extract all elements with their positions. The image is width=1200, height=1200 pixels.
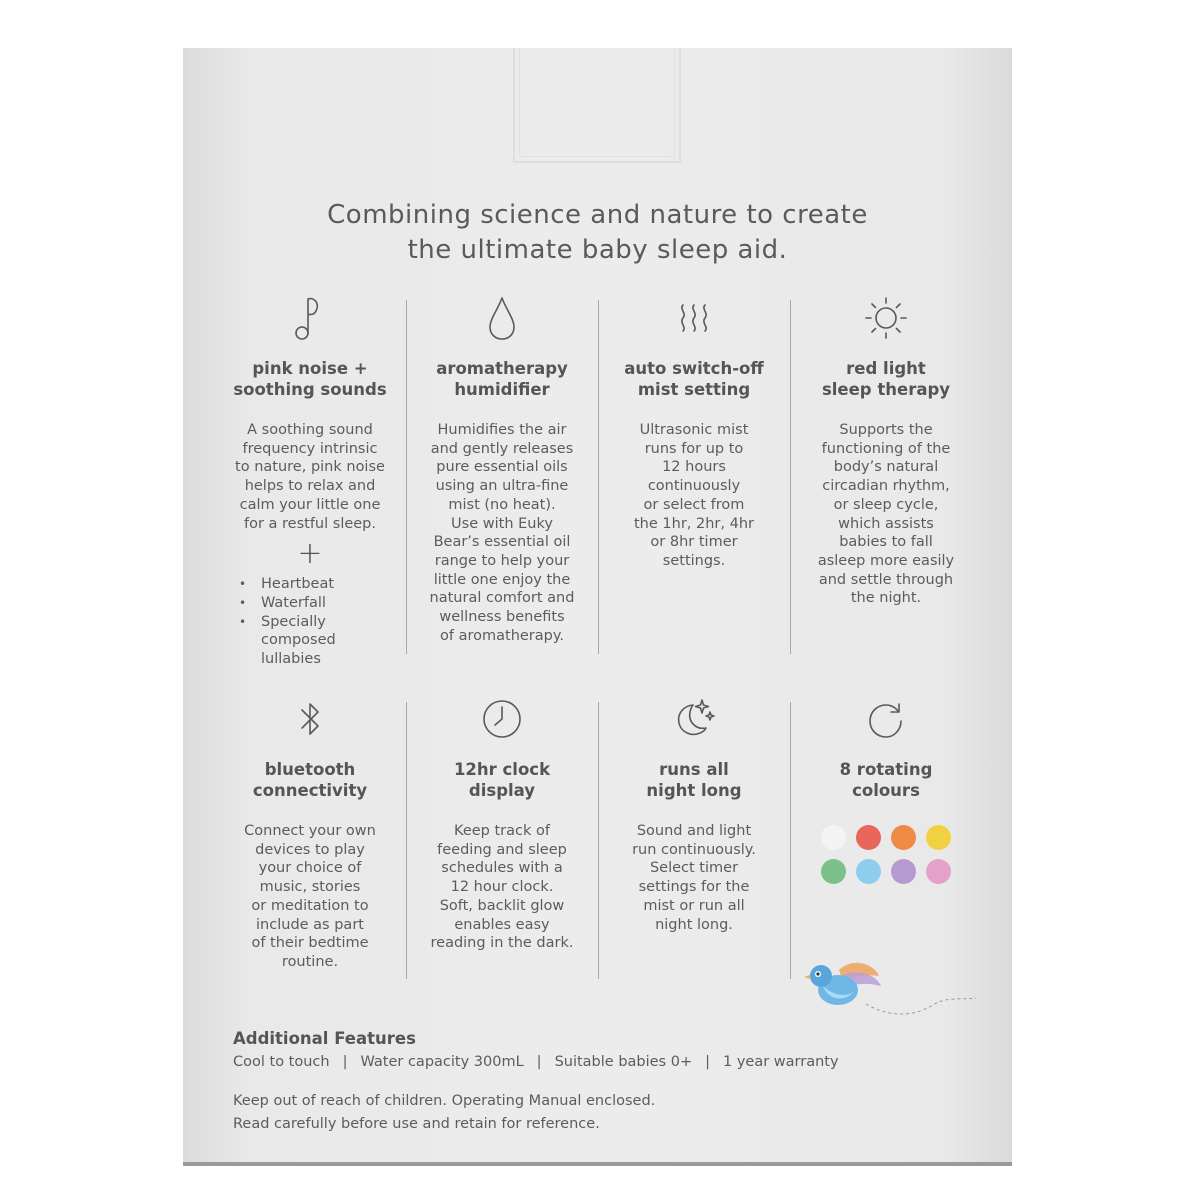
steam-waves-icon (599, 292, 789, 344)
feature-description: Connect your own devices to play your choice of music, stories or meditation to include as part of their bedtime routine. (244, 823, 376, 970)
feature-title: red light sleep therapy (821, 359, 951, 399)
sun-icon (791, 292, 981, 344)
feature-night-long (599, 693, 789, 934)
sound-list (239, 575, 405, 669)
clock-icon (407, 693, 597, 745)
feature-title: 12hr clock display (453, 760, 551, 800)
music-note-icon (215, 292, 405, 344)
colour-swatch (891, 859, 916, 884)
feature-clock (407, 693, 597, 953)
list-item: • Heartbeat (239, 575, 405, 594)
rotate-icon (791, 693, 981, 745)
feature-description: Humidifies the air and gently releases pure essential oils using an ultra-fine mist (no heat). Use with Euky Bear’s essential oil range to help your little one enjoy the natural comfort and wellness benefits of aromatherapy. (429, 422, 575, 644)
warning-text: Keep out of reach of children. Operating Manual enclosed. Read carefully before use and retain for reference. (233, 1093, 656, 1132)
feature-title: pink noise + soothing sounds (233, 359, 387, 399)
feature-description: A soothing sound frequency intrinsic to nature, pink noise helps to relax and calm your little one for a restful sleep. (235, 422, 385, 532)
moon-stars-icon (599, 693, 789, 745)
feature-rotating-colours (791, 693, 981, 884)
feature-pink-noise (215, 292, 405, 669)
additional-features-list: Cool to touch | Water capacity 300mL | Suitable babies 0+ | 1 year warranty (233, 1054, 839, 1070)
feature-description: Supports the functioning of the body’s natural circadian rhythm, or sleep cycle, which assists babies to fall asleep more easily and settle through the night. (817, 422, 955, 607)
feature-red-light (791, 292, 981, 608)
colour-swatch (926, 825, 951, 850)
feature-title: bluetooth connectivity (252, 760, 368, 800)
additional-features-title: Additional Features (233, 1029, 416, 1048)
additional-features (233, 1028, 839, 1072)
feature-title: runs all night long (646, 760, 742, 800)
box-window-cutout (513, 48, 681, 163)
colour-swatch (891, 825, 916, 850)
feature-title: auto switch-off mist setting (624, 359, 764, 399)
feature-title: aromatherapy humidifier (436, 359, 568, 399)
product-box-back (183, 48, 1012, 1166)
bird-illustration (801, 956, 981, 1030)
feature-description: Keep track of feeding and sleep schedules with a 12 hour clock. Soft, backlit glow enables easy reading in the dark. (430, 823, 574, 952)
list-item: • Specially composed lullabies (239, 613, 405, 669)
droplet-icon (407, 292, 597, 344)
colour-swatch (926, 859, 951, 884)
feature-aromatherapy (407, 292, 597, 645)
colour-swatch (856, 825, 881, 850)
colour-swatch (821, 859, 846, 884)
headline: Combining science and nature to create the ultimate baby sleep aid. (327, 200, 868, 265)
feature-auto-switch-off (599, 292, 789, 571)
plus-icon: + (297, 536, 323, 572)
feature-description: Ultrasonic mist runs for up to 12 hours continuously or select from the 1hr, 2hr, 4hr or 8hr timer settings. (634, 422, 754, 569)
colour-swatch (856, 859, 881, 884)
bluetooth-icon (215, 693, 405, 745)
colour-swatch (821, 825, 846, 850)
colour-swatches (791, 825, 981, 884)
feature-bluetooth (215, 693, 405, 972)
feature-description: Sound and light run continuously. Select timer settings for the mist or run all night long. (632, 823, 756, 933)
feature-title: 8 rotating colours (839, 760, 933, 800)
list-item: • Waterfall (239, 594, 405, 613)
